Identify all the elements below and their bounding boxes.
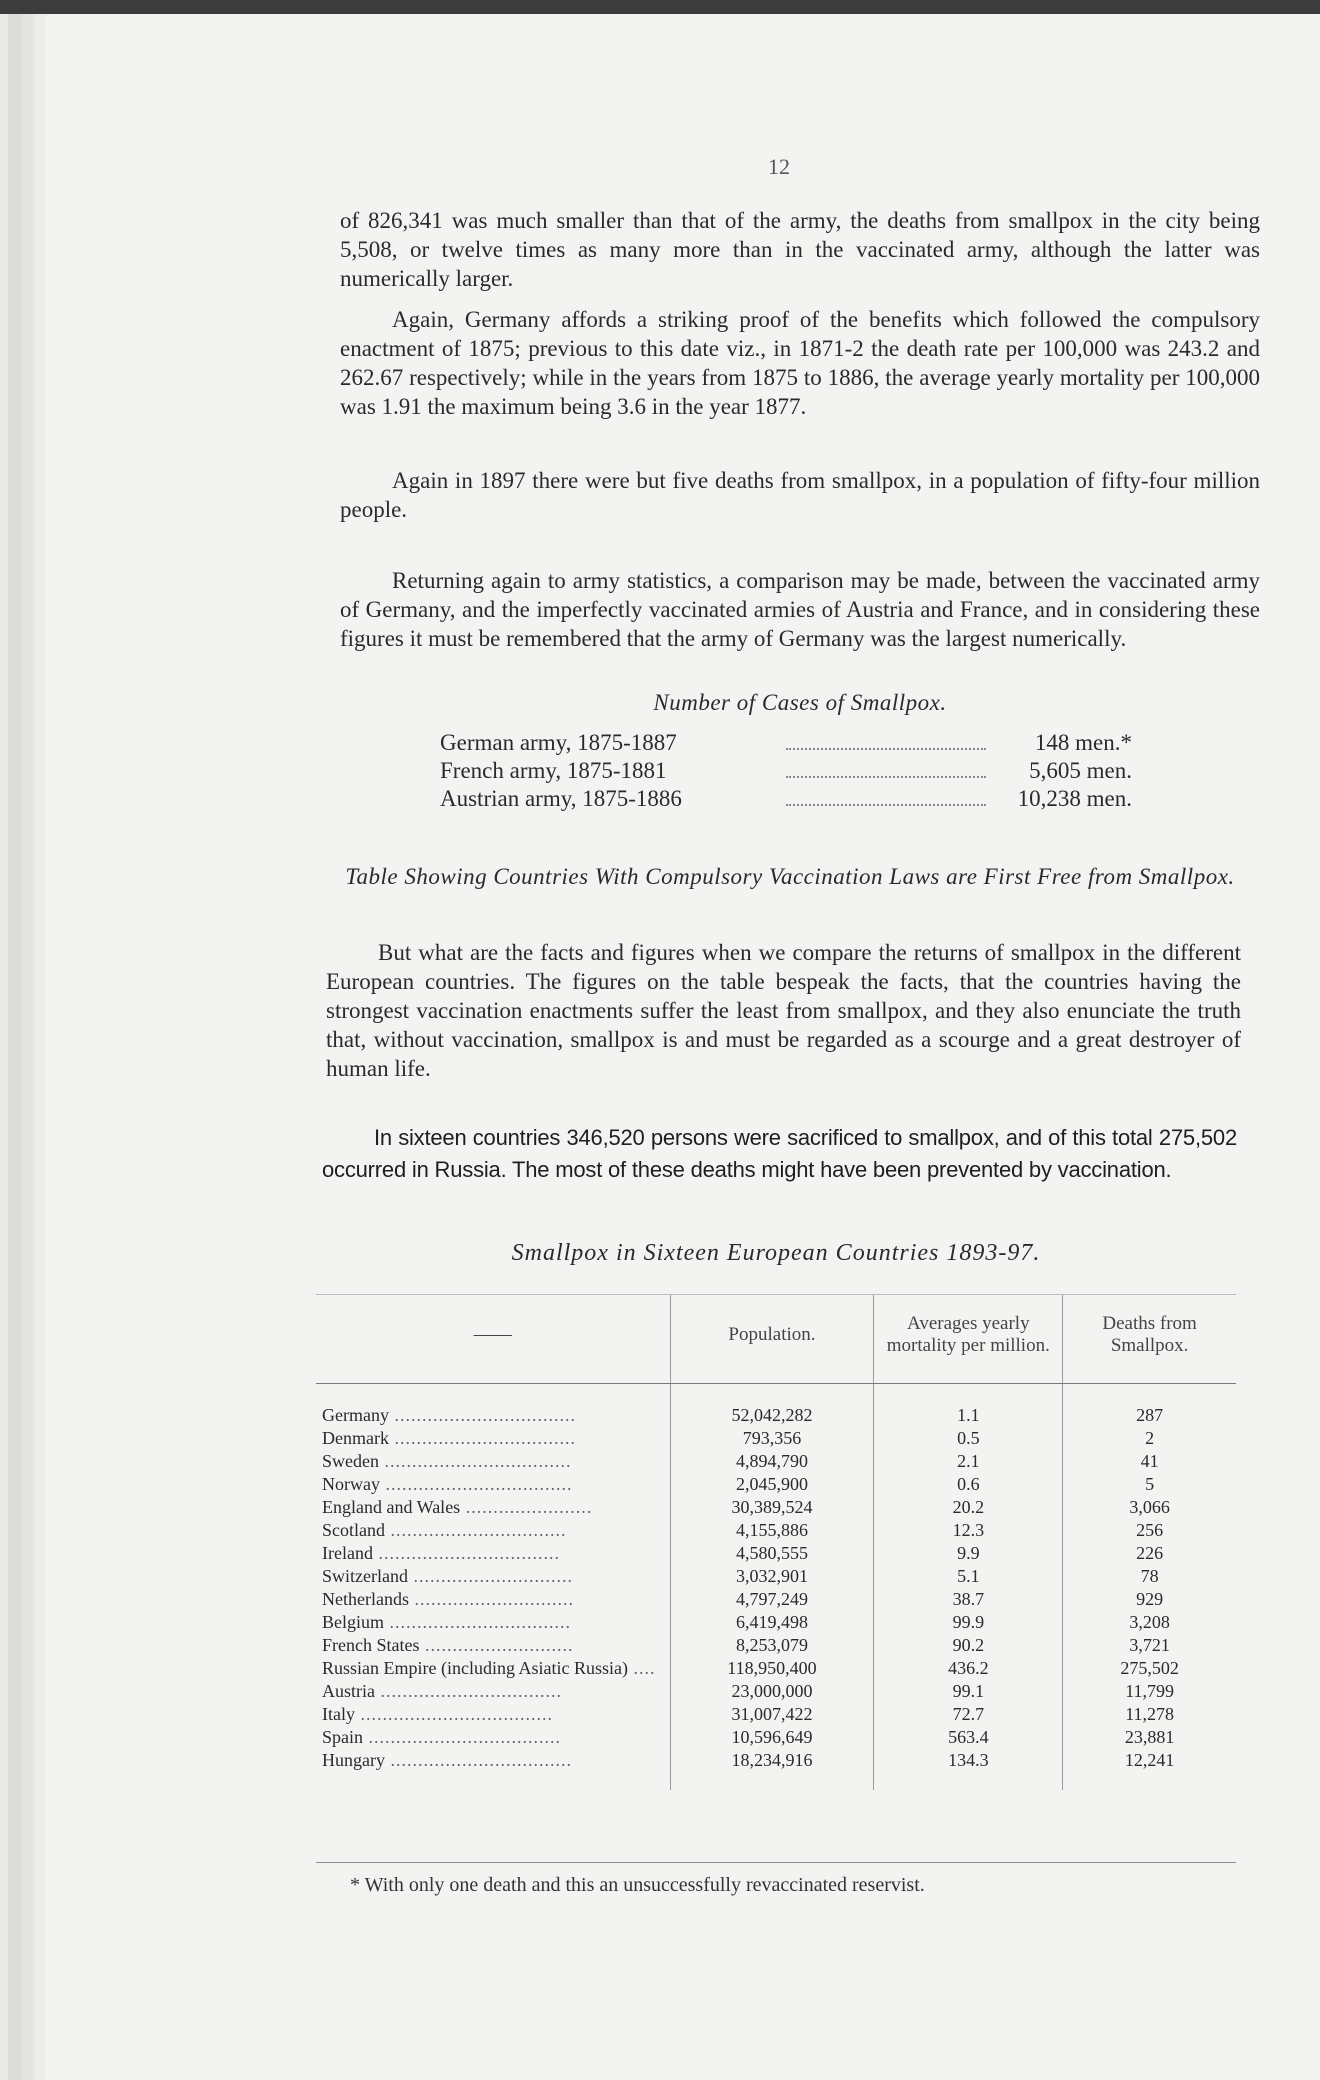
- population-cell: [670, 1726, 874, 1749]
- population-cell-text: 4,155,886: [735, 1520, 808, 1540]
- average-cell: [874, 1726, 1063, 1749]
- table-row: [316, 1496, 1236, 1519]
- average-cell: [874, 1473, 1063, 1496]
- population-cell-text: 2,045,900: [735, 1474, 808, 1494]
- deaths-cell: [1063, 1542, 1236, 1565]
- deaths-cell: [1063, 1450, 1236, 1473]
- case-label: French army, 1875-1881: [440, 758, 667, 783]
- country-cell: [316, 1519, 670, 1542]
- deaths-cell: [1063, 1496, 1236, 1519]
- average-cell-text: 563.4: [948, 1727, 989, 1747]
- population-cell: [670, 1496, 874, 1519]
- population-cell: [670, 1473, 874, 1496]
- table-row: [316, 1657, 1236, 1680]
- paragraph-5: But what are the facts and figures when we compare the returns of smallpox in the different European countries. The figures on the table bespeak the facts, that the countries having the strongest vaccination enactments suffer the least from smallpox, and they also enunciate the truth that, without vaccination, smallpox is and must be regarded as a scourge and a great destroyer of human life.: [326, 940, 1241, 1081]
- table-row: [316, 1565, 1236, 1588]
- population-cell: [670, 1450, 874, 1473]
- deaths-cell: [1063, 1726, 1236, 1749]
- country-cell: [316, 1450, 670, 1473]
- country-cell: [316, 1749, 670, 1790]
- leader-dots: .................................: [384, 1750, 572, 1770]
- average-cell: [874, 1680, 1063, 1703]
- country-cell: [316, 1542, 670, 1565]
- average-cell-text: 99.1: [952, 1681, 985, 1701]
- population-cell-text: 52,042,282: [731, 1405, 813, 1425]
- leader-dots: .................................: [372, 1543, 560, 1563]
- population-cell-text: 793,356: [742, 1428, 802, 1448]
- average-cell: [874, 1384, 1063, 1428]
- leader-dots: [786, 776, 986, 778]
- deaths-cell: [1063, 1384, 1236, 1428]
- table-row: [316, 1749, 1236, 1790]
- page-number: 12: [768, 154, 790, 179]
- population-cell-text: 3,032,901: [735, 1566, 808, 1586]
- case-label: Austrian army, 1875-1886: [440, 786, 682, 811]
- case-row: [440, 758, 1140, 786]
- country-cell-text: Austria: [322, 1681, 375, 1701]
- leader-dots: ...................................: [363, 1727, 562, 1747]
- country-cell: [316, 1588, 670, 1611]
- table-row: [316, 1473, 1236, 1496]
- average-cell-text: 1.1: [957, 1405, 980, 1425]
- deaths-cell-text: 41: [1140, 1451, 1159, 1471]
- population-cell-text: 4,580,555: [735, 1543, 808, 1563]
- country-cell-text: Hungary: [322, 1750, 385, 1770]
- country-cell: [316, 1496, 670, 1519]
- average-cell-text: 5.1: [957, 1566, 980, 1586]
- leader-dots: .................................: [388, 1428, 576, 1448]
- cases-heading: Number of Cases of Smallpox.: [653, 690, 947, 715]
- country-cell-text: Russian Empire (including Asiatic Russia): [322, 1658, 628, 1678]
- deaths-cell-text: 226: [1136, 1543, 1164, 1563]
- country-cell-text: Sweden: [322, 1451, 379, 1471]
- case-value: 148 men.*: [1034, 730, 1132, 755]
- country-cell-text: Switzerland: [322, 1566, 408, 1586]
- deaths-cell: [1063, 1749, 1236, 1790]
- deaths-cell-text: 3,208: [1129, 1612, 1170, 1632]
- paragraph-6: In sixteen countries 346,520 persons were sacrificed to smallpox, and of this total 275,502 occurred in Russia. The most of these deaths might have been prevented by vaccination.: [322, 1125, 1237, 1182]
- paragraph-2: Again, Germany affords a striking proof of the benefits which followed the compulsory enactment of 1875; previous to this date viz., in 1871-2 the death rate per 100,000 was 243.2 and 262.67 respectively; while in the years from 1875 to 1886, the average yearly mortality per 100,000 was 1.91 the maximum being 3.6 in the year 1877.: [340, 307, 1260, 419]
- table-row: [316, 1542, 1236, 1565]
- population-cell-text: 8,253,079: [735, 1635, 808, 1655]
- average-cell: [874, 1703, 1063, 1726]
- deaths-cell-text: 3,066: [1129, 1497, 1170, 1517]
- average-cell: [874, 1634, 1063, 1657]
- leader-dots: .............................: [407, 1566, 573, 1586]
- average-cell-text: 9.9: [957, 1543, 980, 1563]
- average-cell-text: 436.2: [948, 1658, 989, 1678]
- country-cell: [316, 1565, 670, 1588]
- country-cell: [316, 1726, 670, 1749]
- average-cell-text: 72.7: [952, 1704, 985, 1724]
- deaths-cell-text: 3,721: [1129, 1635, 1170, 1655]
- country-cell: [316, 1473, 670, 1496]
- deaths-cell-text: 256: [1136, 1520, 1164, 1540]
- population-cell: [670, 1680, 874, 1703]
- country-cell-text: Germany: [322, 1405, 389, 1425]
- country-cell: [316, 1427, 670, 1450]
- country-cell: [316, 1703, 670, 1726]
- country-cell-text: Netherlands: [322, 1589, 409, 1609]
- deaths-cell: [1063, 1657, 1236, 1680]
- leader-dots: [786, 748, 986, 750]
- average-cell-text: 0.6: [957, 1474, 980, 1494]
- table-row: [316, 1703, 1236, 1726]
- paragraph-1: of 826,341 was much smaller than that of the army, the deaths from smallpox in the city being 5,508, or twelve times as many more than in the vaccinated army, although the latter was numerically larger.: [340, 208, 1260, 291]
- average-cell: [874, 1450, 1063, 1473]
- deaths-cell-text: 78: [1140, 1566, 1159, 1586]
- case-label: German army, 1875-1887: [440, 730, 677, 755]
- leader-dots: .................................: [384, 1612, 571, 1632]
- population-cell-text: 118,950,400: [727, 1658, 817, 1678]
- population-cell: [670, 1703, 874, 1726]
- population-cell-text: 31,007,422: [731, 1704, 813, 1724]
- average-cell-text: 134.3: [948, 1750, 989, 1770]
- cases-list: [440, 730, 1140, 814]
- country-cell: [316, 1680, 670, 1703]
- average-cell-text: 38.7: [952, 1589, 985, 1609]
- population-cell-text: 30,389,524: [731, 1497, 813, 1517]
- leader-dots: ...........................: [419, 1635, 574, 1655]
- population-cell-text: 18,234,916: [731, 1750, 813, 1770]
- table-row: [316, 1450, 1236, 1473]
- deaths-cell: [1063, 1588, 1236, 1611]
- average-cell-text: 99.9: [952, 1612, 985, 1632]
- deaths-cell-text: 12,241: [1124, 1750, 1175, 1770]
- paragraph-3: Again in 1897 there were but five deaths from smallpox, in a population of fifty-four million people.: [340, 468, 1260, 522]
- average-cell: [874, 1565, 1063, 1588]
- footnote: * With only one death and this an unsuccessfully revaccinated reservist.: [350, 1874, 925, 1896]
- population-cell: [670, 1384, 874, 1428]
- case-row: [440, 730, 1140, 758]
- population-cell: [670, 1611, 874, 1634]
- table-header-row: [316, 1295, 1236, 1384]
- average-cell-text: 20.2: [952, 1497, 985, 1517]
- average-cell: [874, 1749, 1063, 1790]
- leader-dots: ..................................: [379, 1451, 572, 1471]
- average-cell-text: 0.5: [957, 1428, 980, 1448]
- table-row: [316, 1588, 1236, 1611]
- table-row: [316, 1519, 1236, 1542]
- table-row: [316, 1427, 1236, 1450]
- population-cell: [670, 1749, 874, 1790]
- smallpox-table: [316, 1294, 1236, 1790]
- population-cell-text: 23,000,000: [731, 1681, 813, 1701]
- leader-dots: ................................: [385, 1520, 567, 1540]
- deaths-cell-text: 287: [1136, 1405, 1164, 1425]
- country-cell-text: Scotland: [322, 1520, 385, 1540]
- table-row: [316, 1611, 1236, 1634]
- header-population: Population.: [670, 1295, 874, 1384]
- leader-dots: ....: [627, 1658, 656, 1678]
- leader-dots: .............................: [408, 1589, 574, 1609]
- deaths-cell: [1063, 1611, 1236, 1634]
- table-row: [316, 1634, 1236, 1657]
- deaths-cell-text: 2: [1145, 1428, 1155, 1448]
- country-cell: [316, 1611, 670, 1634]
- table-row: [316, 1680, 1236, 1703]
- country-cell: [316, 1634, 670, 1657]
- deaths-cell: [1063, 1519, 1236, 1542]
- population-cell: [670, 1519, 874, 1542]
- deaths-cell-text: 5: [1145, 1474, 1155, 1494]
- country-cell: [316, 1657, 670, 1680]
- average-cell: [874, 1542, 1063, 1565]
- country-cell-text: Italy: [322, 1704, 355, 1724]
- country-cell-text: Spain: [322, 1727, 364, 1747]
- average-cell: [874, 1427, 1063, 1450]
- table-heading: Table Showing Countries With Compulsory Vaccination Laws are First Free from Smallpox.: [345, 864, 1235, 889]
- deaths-cell-text: 11,278: [1125, 1704, 1175, 1724]
- leader-dots: .......................: [460, 1497, 593, 1517]
- average-cell: [874, 1588, 1063, 1611]
- deaths-cell-text: 23,881: [1124, 1727, 1175, 1747]
- deaths-cell: [1063, 1427, 1236, 1450]
- header-deaths: Deaths from Smallpox.: [1063, 1295, 1236, 1384]
- country-cell-text: Belgium: [322, 1612, 384, 1632]
- population-cell: [670, 1657, 874, 1680]
- average-cell-text: 90.2: [952, 1635, 985, 1655]
- table-body: [316, 1384, 1236, 1791]
- average-cell-text: 2.1: [957, 1451, 980, 1471]
- population-cell: [670, 1634, 874, 1657]
- deaths-cell-text: 11,799: [1125, 1681, 1175, 1701]
- deaths-cell-text: 275,502: [1120, 1658, 1179, 1678]
- country-cell-text: Denmark: [322, 1428, 389, 1448]
- deaths-cell: [1063, 1565, 1236, 1588]
- country-cell-text: England and Wales: [322, 1497, 461, 1517]
- population-cell: [670, 1427, 874, 1450]
- population-cell: [670, 1542, 874, 1565]
- table-bottom-rule: [316, 1862, 1236, 1863]
- case-row: [440, 786, 1140, 814]
- case-value: 10,238 men.: [1017, 786, 1132, 811]
- table-row: [316, 1726, 1236, 1749]
- average-cell: [874, 1611, 1063, 1634]
- population-cell: [670, 1588, 874, 1611]
- average-cell: [874, 1519, 1063, 1542]
- deaths-cell: [1063, 1680, 1236, 1703]
- case-value: 5,605 men.: [1029, 758, 1132, 783]
- leader-dots: .................................: [388, 1405, 576, 1425]
- paragraph-4: Returning again to army statistics, a comparison may be made, between the vaccinated army of Germany, and the imperfectly vaccinated armies of Austria and France, and in considering these figures it must be remembered that the army of Germany was the largest numerically.: [340, 568, 1260, 651]
- population-cell-text: 6,419,498: [735, 1612, 808, 1632]
- country-cell: [316, 1384, 670, 1428]
- leader-dots: [786, 804, 986, 806]
- country-cell-text: Ireland: [322, 1543, 373, 1563]
- country-cell-text: French States: [322, 1635, 420, 1655]
- deaths-cell-text: 929: [1136, 1589, 1164, 1609]
- leader-dots: ..................................: [379, 1474, 573, 1494]
- smallpox-table-title: Smallpox in Sixteen European Countries 1893-97.: [511, 1240, 1041, 1266]
- table-row: [316, 1384, 1236, 1428]
- leader-dots: .................................: [375, 1681, 562, 1701]
- deaths-cell: [1063, 1703, 1236, 1726]
- header-country: ——: [316, 1295, 670, 1384]
- average-cell-text: 12.3: [952, 1520, 985, 1540]
- average-cell: [874, 1657, 1063, 1680]
- average-cell: [874, 1496, 1063, 1519]
- deaths-cell: [1063, 1634, 1236, 1657]
- population-cell-text: 10,596,649: [731, 1727, 813, 1747]
- deaths-cell: [1063, 1473, 1236, 1496]
- population-cell-text: 4,894,790: [735, 1451, 808, 1471]
- population-cell-text: 4,797,249: [735, 1589, 808, 1609]
- country-cell-text: Norway: [322, 1474, 380, 1494]
- header-average: Averages yearly mortality per million.: [874, 1295, 1063, 1384]
- scan-top-band: [0, 0, 1320, 14]
- population-cell: [670, 1565, 874, 1588]
- leader-dots: ...................................: [355, 1704, 553, 1724]
